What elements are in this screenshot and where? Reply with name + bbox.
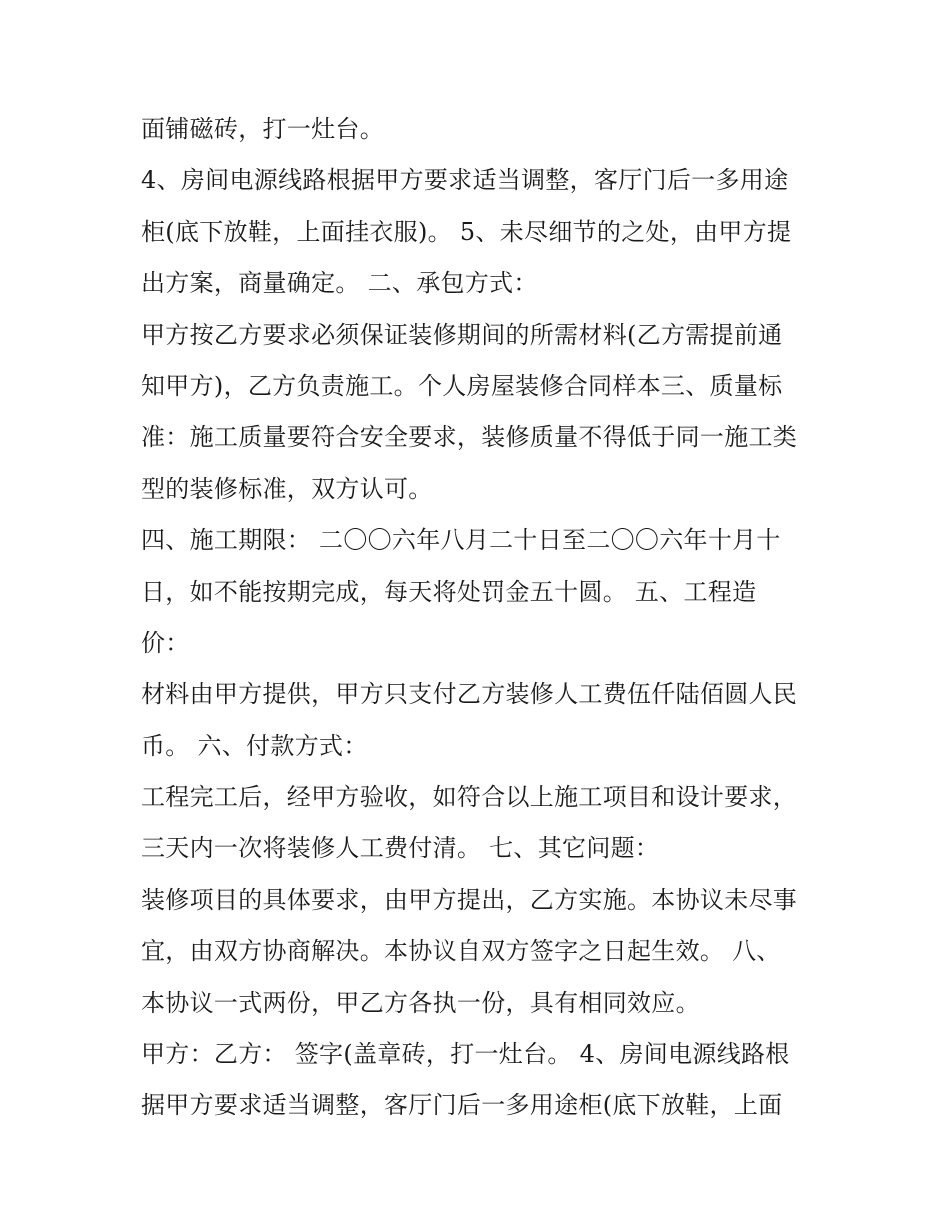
text-line: 币。 六、付款方式： — [141, 731, 368, 760]
text-line: 甲方：乙方： 签字(盖章砖，打一灶台。 4、房间电源线路根 — [141, 1040, 790, 1069]
text-line: 准：施工质量要符合安全要求，装修质量不得低于同一施工类 — [141, 423, 798, 452]
text-line: 价： — [141, 628, 190, 657]
text-line: 出方案，商量确定。 二、承包方式： — [141, 269, 538, 298]
text-line: 知甲方)，乙方负责施工。个人房屋装修合同样本三、质量标 — [141, 371, 783, 400]
text-line: 型的装修标准，双方认可。 — [141, 474, 433, 503]
text-line: 本协议一式两份，甲乙方各执一份，具有相同效应。 — [141, 988, 700, 1017]
text-line: 装修项目的具体要求，由甲方提出，乙方实施。本协议未尽事 — [141, 885, 798, 914]
text-line: 柜(底下放鞋，上面挂衣服)。 5、未尽细节的之处，由甲方提 — [141, 217, 792, 246]
text-line: 材料由甲方提供，甲方只支付乙方装修人工费伍仟陆佰圆人民 — [141, 680, 798, 709]
text-line: 日，如不能按期完成，每天将处罚金五十圆。 五、工程造 — [141, 577, 757, 606]
text-line: 三天内一次将装修人工费付清。 七、其它问题： — [141, 834, 660, 863]
document-body — [141, 104, 821, 1132]
text-line: 4、房间电源线路根据甲方要求适当调整，客厅门后一多用途 — [141, 166, 789, 195]
text-line: 据甲方要求适当调整，客厅门后一多用途柜(底下放鞋，上面 — [141, 1091, 783, 1120]
text-line: 面铺磁砖，打一灶台。 — [141, 115, 384, 143]
text-line: 宜，由双方协商解决。本协议自双方签字之日起生效。 八、 — [141, 937, 781, 966]
text-line: 工程完工后，经甲方验收，如符合以上施工项目和设计要求， — [141, 783, 798, 812]
text-line: 甲方按乙方要求必须保证装修期间的所需材料(乙方需提前通 — [141, 320, 783, 349]
text-line: 四、施工期限： 二〇〇六年八月二十日至二〇〇六年十月十 — [141, 526, 781, 555]
